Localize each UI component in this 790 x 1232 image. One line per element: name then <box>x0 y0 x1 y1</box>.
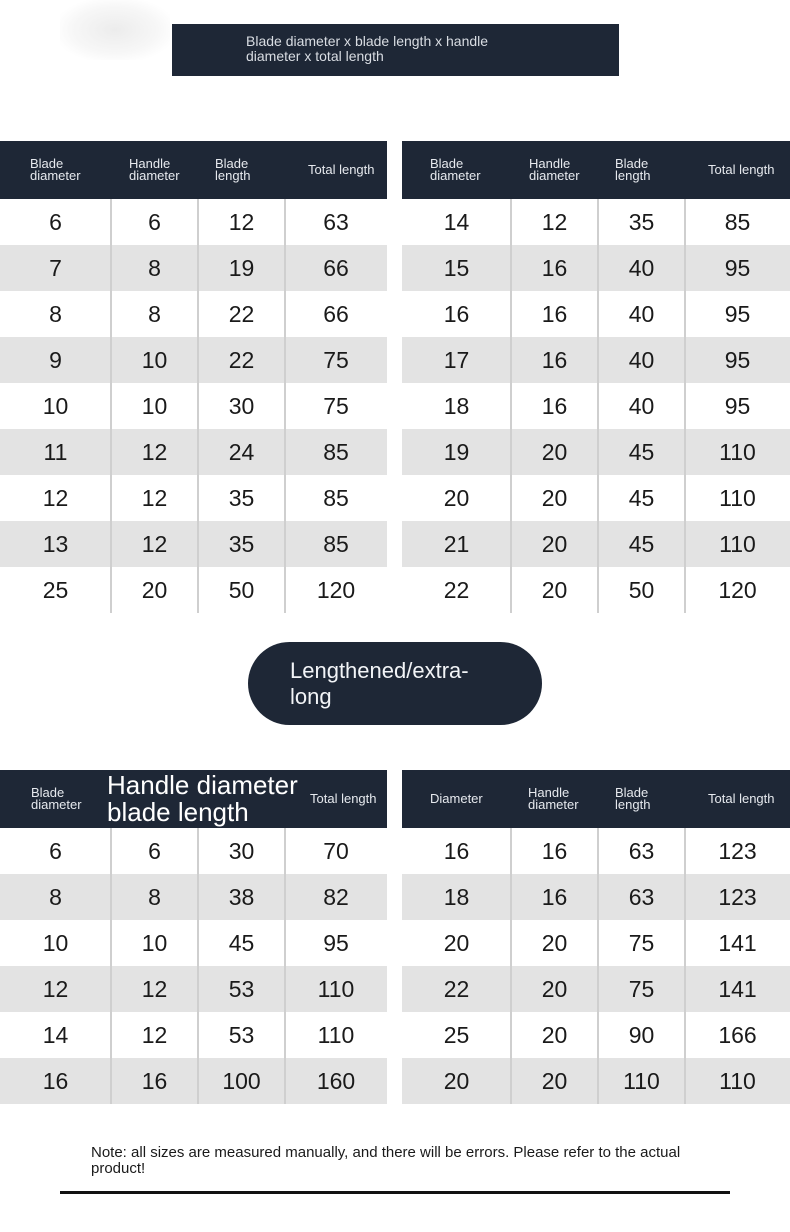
top-decorative-smudge <box>60 0 170 60</box>
table-row <box>0 1012 387 1058</box>
table-cell: 20 <box>541 438 568 465</box>
table-cell: 75 <box>323 346 349 373</box>
table-cell: 141 <box>718 975 757 1002</box>
table-cell: 8 <box>49 300 62 327</box>
table-cell: 100 <box>222 1067 261 1094</box>
table-cell: 16 <box>541 254 568 281</box>
table-row <box>0 475 387 521</box>
table-cell: 95 <box>724 254 751 281</box>
table-cell: 12 <box>42 484 69 511</box>
table-row <box>0 966 387 1012</box>
table-cell: 15 <box>443 254 470 281</box>
table-header <box>0 141 387 199</box>
table-header <box>402 770 790 828</box>
table-cell: 17 <box>443 346 470 373</box>
column-divider <box>597 199 599 613</box>
table-cell: 22 <box>443 576 470 603</box>
table-row <box>0 245 387 291</box>
table-row <box>402 1058 790 1104</box>
table-row <box>402 966 790 1012</box>
table-cell: 10 <box>42 392 69 419</box>
table-cell: 120 <box>718 576 757 603</box>
table-cell: 8 <box>148 300 161 327</box>
table-cell: 14 <box>443 208 470 235</box>
banner-text: Blade diameter x blade length x handle diameter x total length <box>246 33 489 64</box>
header-overlay-text: Handle diameter blade length <box>107 770 298 827</box>
table-row <box>402 245 790 291</box>
table-cell: 40 <box>628 254 655 281</box>
column-header: Blade diameter <box>30 156 81 183</box>
column-divider <box>197 199 199 613</box>
table-cell: 85 <box>323 438 349 465</box>
column-header: Total length <box>708 791 775 806</box>
column-header: Total length <box>308 162 375 177</box>
table-cell: 120 <box>316 576 356 603</box>
table-row <box>402 828 790 874</box>
table-cell: 6 <box>148 837 161 864</box>
table-cell: 35 <box>228 530 255 557</box>
table-cell: 20 <box>541 1021 568 1048</box>
table-cell: 85 <box>724 208 751 235</box>
column-header: Total length <box>708 162 775 177</box>
table-row <box>402 383 790 429</box>
column-header: Blade length <box>615 785 651 812</box>
table-cell: 75 <box>323 392 349 419</box>
table-cell: 166 <box>718 1021 757 1048</box>
dimension-order-banner <box>172 24 619 76</box>
table-cell: 14 <box>42 1021 69 1048</box>
table-cell: 35 <box>228 484 255 511</box>
table-cell: 63 <box>323 208 349 235</box>
table-cell: 45 <box>628 484 655 511</box>
table-cell: 35 <box>628 208 655 235</box>
table-cell: 12 <box>141 1021 168 1048</box>
column-header: Handle diameter <box>529 156 580 183</box>
table-cell: 82 <box>323 883 349 910</box>
table-cell: 10 <box>42 929 69 956</box>
table-row <box>0 337 387 383</box>
table-cell: 30 <box>228 837 255 864</box>
table-cell: 110 <box>317 975 355 1002</box>
table-cell: 20 <box>541 530 568 557</box>
table-row <box>0 920 387 966</box>
table-cell: 16 <box>541 300 568 327</box>
measurement-note: Note: all sizes are measured manually, and there will be errors. Please refer to the actual product! <box>91 1144 681 1177</box>
table-cell: 12 <box>141 438 168 465</box>
table-cell: 16 <box>541 883 568 910</box>
table-cell: 45 <box>628 530 655 557</box>
column-divider <box>197 828 199 1104</box>
table-cell: 20 <box>541 929 568 956</box>
table-cell: 16 <box>42 1067 69 1094</box>
table-cell: 75 <box>628 975 655 1002</box>
table-row <box>402 567 790 613</box>
table-cell: 10 <box>141 392 168 419</box>
table-row <box>402 429 790 475</box>
table-cell: 8 <box>148 254 161 281</box>
table-cell: 16 <box>141 1067 168 1094</box>
table-cell: 110 <box>317 1021 355 1048</box>
table-cell: 95 <box>724 346 751 373</box>
column-divider <box>284 199 286 613</box>
column-divider <box>510 199 512 613</box>
table-cell: 38 <box>228 883 255 910</box>
table-row <box>0 828 387 874</box>
table-cell: 53 <box>228 1021 255 1048</box>
column-header: Blade length <box>215 156 251 183</box>
table-cell: 22 <box>228 346 255 373</box>
column-divider <box>110 828 112 1104</box>
table-cell: 12 <box>228 208 255 235</box>
table-cell: 19 <box>443 438 470 465</box>
standard-size-table-right <box>402 141 790 613</box>
column-header: Blade diameter <box>31 785 82 812</box>
column-divider <box>284 828 286 1104</box>
table-cell: 160 <box>316 1067 356 1094</box>
table-cell: 40 <box>628 346 655 373</box>
table-cell: 141 <box>718 929 757 956</box>
column-divider <box>510 828 512 1104</box>
column-header: Diameter <box>430 791 483 806</box>
bottom-divider <box>60 1191 730 1194</box>
table-cell: 110 <box>719 484 756 511</box>
table-cell: 25 <box>443 1021 470 1048</box>
section-label-text: Lengthened/extra-long <box>290 658 469 709</box>
column-divider <box>684 199 686 613</box>
table-cell: 20 <box>443 484 470 511</box>
column-header: Handle diameter <box>528 785 579 812</box>
table-cell: 6 <box>49 208 62 235</box>
table-cell: 50 <box>228 576 255 603</box>
table-row <box>402 199 790 245</box>
table-cell: 123 <box>718 837 757 864</box>
table-cell: 20 <box>443 929 470 956</box>
table-cell: 21 <box>443 530 470 557</box>
table-row <box>0 567 387 613</box>
table-row <box>0 199 387 245</box>
column-header: Total length <box>310 791 377 806</box>
column-header: Blade length <box>615 156 651 183</box>
table-cell: 20 <box>141 576 168 603</box>
table-cell: 6 <box>148 208 161 235</box>
table-cell: 11 <box>43 438 68 465</box>
table-cell: 95 <box>323 929 349 956</box>
table-cell: 20 <box>541 975 568 1002</box>
standard-size-table-left <box>0 141 387 613</box>
table-cell: 90 <box>628 1021 655 1048</box>
table-cell: 24 <box>228 438 255 465</box>
table-cell: 50 <box>628 576 655 603</box>
table-cell: 6 <box>49 837 62 864</box>
table-cell: 10 <box>141 929 168 956</box>
table-row <box>402 337 790 383</box>
table-cell: 16 <box>443 300 470 327</box>
table-cell: 70 <box>323 837 349 864</box>
table-row <box>402 521 790 567</box>
table-row <box>0 429 387 475</box>
lengthened-size-table-right <box>402 770 790 1104</box>
table-cell: 95 <box>724 392 751 419</box>
table-cell: 12 <box>541 208 568 235</box>
table-cell: 8 <box>49 883 62 910</box>
table-cell: 18 <box>443 883 470 910</box>
table-cell: 63 <box>628 837 655 864</box>
column-divider <box>110 199 112 613</box>
table-row <box>0 874 387 920</box>
table-cell: 12 <box>42 975 69 1002</box>
lengthened-section-label <box>248 642 542 725</box>
table-cell: 110 <box>719 530 756 557</box>
table-cell: 13 <box>42 530 69 557</box>
table-cell: 85 <box>323 530 349 557</box>
table-cell: 40 <box>628 392 655 419</box>
table-cell: 110 <box>623 1067 660 1094</box>
table-cell: 30 <box>228 392 255 419</box>
table-row <box>402 920 790 966</box>
column-divider <box>597 828 599 1104</box>
table-row <box>0 291 387 337</box>
table-cell: 123 <box>718 883 757 910</box>
table-cell: 16 <box>541 346 568 373</box>
table-cell: 20 <box>541 576 568 603</box>
table-cell: 19 <box>228 254 255 281</box>
table-cell: 63 <box>628 883 655 910</box>
table-cell: 75 <box>628 929 655 956</box>
table-cell: 8 <box>148 883 161 910</box>
table-cell: 110 <box>719 438 756 465</box>
table-cell: 20 <box>541 1067 568 1094</box>
table-cell: 25 <box>42 576 69 603</box>
table-cell: 20 <box>443 1067 470 1094</box>
table-row <box>0 521 387 567</box>
table-header <box>402 141 790 199</box>
table-cell: 95 <box>724 300 751 327</box>
table-cell: 12 <box>141 484 168 511</box>
table-cell: 45 <box>628 438 655 465</box>
table-cell: 7 <box>49 254 62 281</box>
table-cell: 22 <box>443 975 470 1002</box>
table-cell: 16 <box>443 837 470 864</box>
table-row <box>402 874 790 920</box>
table-cell: 66 <box>323 254 349 281</box>
column-header: Blade diameter <box>430 156 481 183</box>
table-cell: 40 <box>628 300 655 327</box>
column-header: Handle diameter <box>129 156 180 183</box>
table-cell: 45 <box>228 929 255 956</box>
table-cell: 110 <box>719 1067 756 1094</box>
table-row <box>0 1058 387 1104</box>
table-row <box>402 291 790 337</box>
column-divider <box>684 828 686 1104</box>
table-cell: 85 <box>323 484 349 511</box>
table-cell: 53 <box>228 975 255 1002</box>
table-cell: 20 <box>541 484 568 511</box>
table-cell: 22 <box>228 300 255 327</box>
table-cell: 9 <box>49 346 62 373</box>
table-row <box>402 1012 790 1058</box>
table-cell: 12 <box>141 975 168 1002</box>
table-cell: 16 <box>541 837 568 864</box>
table-cell: 18 <box>443 392 470 419</box>
table-row <box>0 383 387 429</box>
table-cell: 12 <box>141 530 168 557</box>
table-cell: 10 <box>141 346 168 373</box>
table-row <box>402 475 790 521</box>
table-cell: 16 <box>541 392 568 419</box>
table-cell: 66 <box>323 300 349 327</box>
